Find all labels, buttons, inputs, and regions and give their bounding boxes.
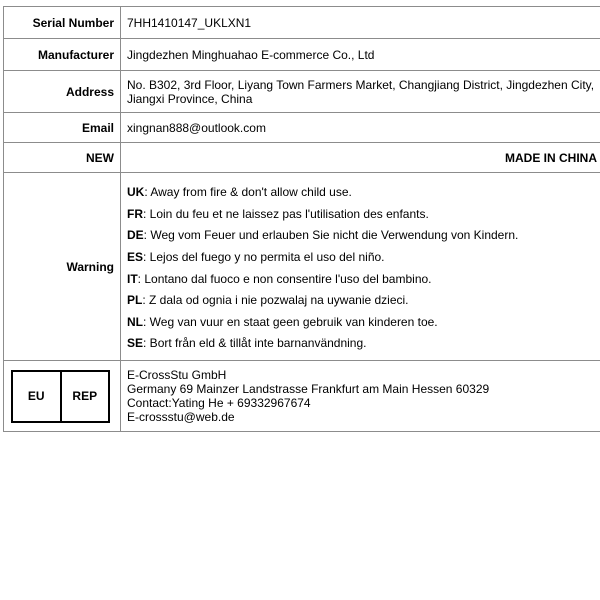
warning-code: UK xyxy=(127,185,145,200)
new-label: NEW xyxy=(4,143,121,173)
warning-code: FR xyxy=(127,206,143,221)
warning-label: Warning xyxy=(4,173,121,361)
manufacturer-label: Manufacturer xyxy=(4,39,121,71)
eu-rep-contact: Contact:Yating He + 69332967674 xyxy=(127,396,311,410)
serial-number-row xyxy=(4,7,600,39)
warning-text: : Weg vom Feuer und erlauben Sie nicht die Verwendung von Kindern. xyxy=(143,228,519,243)
rep-badge-text: REP xyxy=(60,372,109,421)
eu-badge-text: EU xyxy=(27,389,45,403)
address-label: Address xyxy=(4,71,121,113)
warning-row xyxy=(4,173,600,361)
eu-rep-email: E-crossstu@web.de xyxy=(127,410,235,424)
made-in-china-value: MADE IN CHINA xyxy=(121,143,600,173)
manufacturer-value: Jingdezhen Minghuahao E-commerce Co., Ltd xyxy=(121,39,600,71)
email-row xyxy=(4,113,600,143)
warning-code: SE xyxy=(127,336,144,351)
warning-code: IT xyxy=(127,271,138,286)
warning-text-cell xyxy=(121,173,600,361)
warning-line-es xyxy=(127,247,597,269)
warning-line-de xyxy=(127,225,597,247)
warning-line-uk xyxy=(127,182,597,204)
serial-number-value: 7HH1410147_UKLXN1 xyxy=(121,7,600,39)
warning-code: PL xyxy=(127,293,143,308)
eu-rep-badge-cell xyxy=(4,361,121,432)
warning-line-fr xyxy=(127,204,597,226)
warning-text: : Lejos del fuego y no permita el uso del niño. xyxy=(143,249,385,264)
product-label-table xyxy=(3,6,600,432)
address-row xyxy=(4,71,600,113)
warning-text: : Bort från eld & tillåt inte barnanvändning. xyxy=(143,336,367,351)
warning-text: : Weg van vuur en staat geen gebruik van kinderen toe. xyxy=(143,314,438,329)
eu-rep-info xyxy=(121,361,600,432)
warning-text: : Loin du feu et ne laissez pas l'utilisation des enfants. xyxy=(143,206,429,221)
warning-text: : Z dala od ognia i nie pozwalaj na uywanie dzieci. xyxy=(142,293,409,308)
address-value: No. B302, 3rd Floor, Liyang Town Farmers Market, Changjiang District, Jingdezhen City, Jiangxi Province, China xyxy=(121,71,600,113)
warning-text: : Away from fire & don't allow child use. xyxy=(144,185,352,200)
warning-list xyxy=(127,174,597,359)
warning-line-it xyxy=(127,269,597,291)
warning-line-se xyxy=(127,333,597,355)
eu-rep-badge xyxy=(11,370,110,423)
warning-line-pl xyxy=(127,290,597,312)
eu-rep-company: E-CrossStu GmbH xyxy=(127,368,227,382)
warning-code: DE xyxy=(127,228,144,243)
email-label: Email xyxy=(4,113,121,143)
warning-code: NL xyxy=(127,314,143,329)
serial-number-label: Serial Number xyxy=(4,7,121,39)
manufacturer-row xyxy=(4,39,600,71)
warning-line-nl xyxy=(127,312,597,334)
email-value: xingnan888@outlook.com xyxy=(121,113,600,143)
eu-rep-row xyxy=(4,361,600,432)
eu-rep-address: Germany 69 Mainzer Landstrasse Frankfurt am Main Hessen 60329 xyxy=(127,382,490,396)
warning-text: : Lontano dal fuoco e non consentire l'uso del bambino. xyxy=(137,271,432,286)
warning-code: ES xyxy=(127,249,144,264)
new-row xyxy=(4,143,600,173)
